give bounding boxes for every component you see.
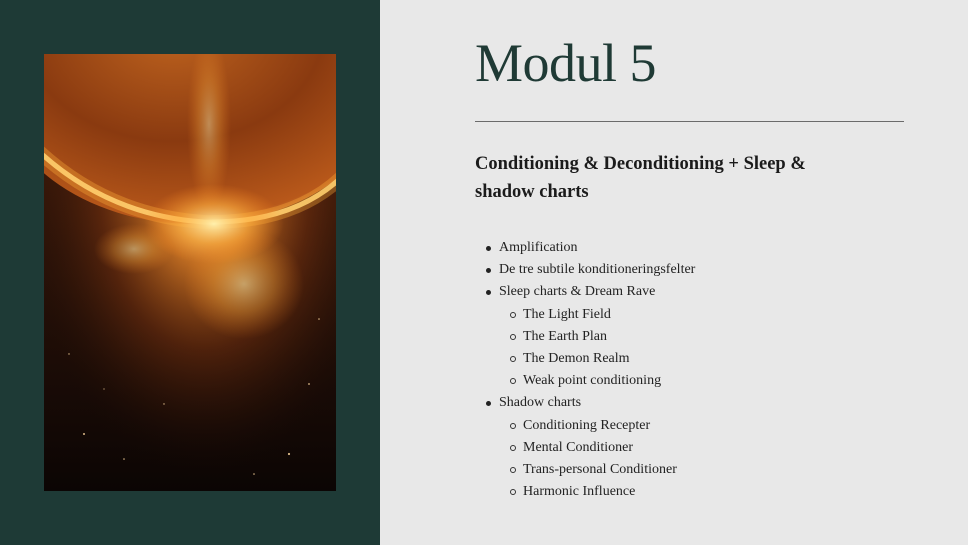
subtopic-item: The Earth Plan — [523, 326, 695, 348]
topic-item — [499, 392, 695, 503]
topic-list — [475, 237, 695, 503]
topic-item — [499, 259, 695, 281]
subtopic-item: Mental Conditioner — [523, 437, 695, 459]
subtopic-item: The Demon Realm — [523, 348, 695, 370]
topic-label: De tre subtile konditioneringsfelter — [499, 262, 696, 278]
topic-label: Amplification — [499, 240, 578, 255]
subtopic-item: The Light Field — [523, 304, 695, 326]
subtopic-item: Harmonic Influence — [523, 481, 695, 503]
subtopic-item: Weak point conditioning — [523, 370, 695, 392]
sun-solar-flare-image — [44, 54, 336, 491]
slide-title: Modul 5 — [475, 33, 657, 93]
subtopic-item: Trans-personal Conditioner — [523, 459, 695, 481]
slide-subtitle: Conditioning & Deconditioning + Sleep & shadow charts — [475, 154, 806, 202]
left-panel — [0, 0, 380, 545]
right-panel — [380, 0, 968, 545]
subtopic-list — [499, 304, 695, 393]
topic-item — [499, 281, 695, 392]
topic-label: Sleep charts & Dream Rave — [499, 284, 656, 300]
title-divider — [475, 121, 904, 122]
subtopic-list — [499, 415, 695, 504]
topic-item — [499, 237, 695, 259]
subtopic-item: Conditioning Recepter — [523, 415, 695, 437]
topic-label: Shadow charts — [499, 395, 582, 411]
